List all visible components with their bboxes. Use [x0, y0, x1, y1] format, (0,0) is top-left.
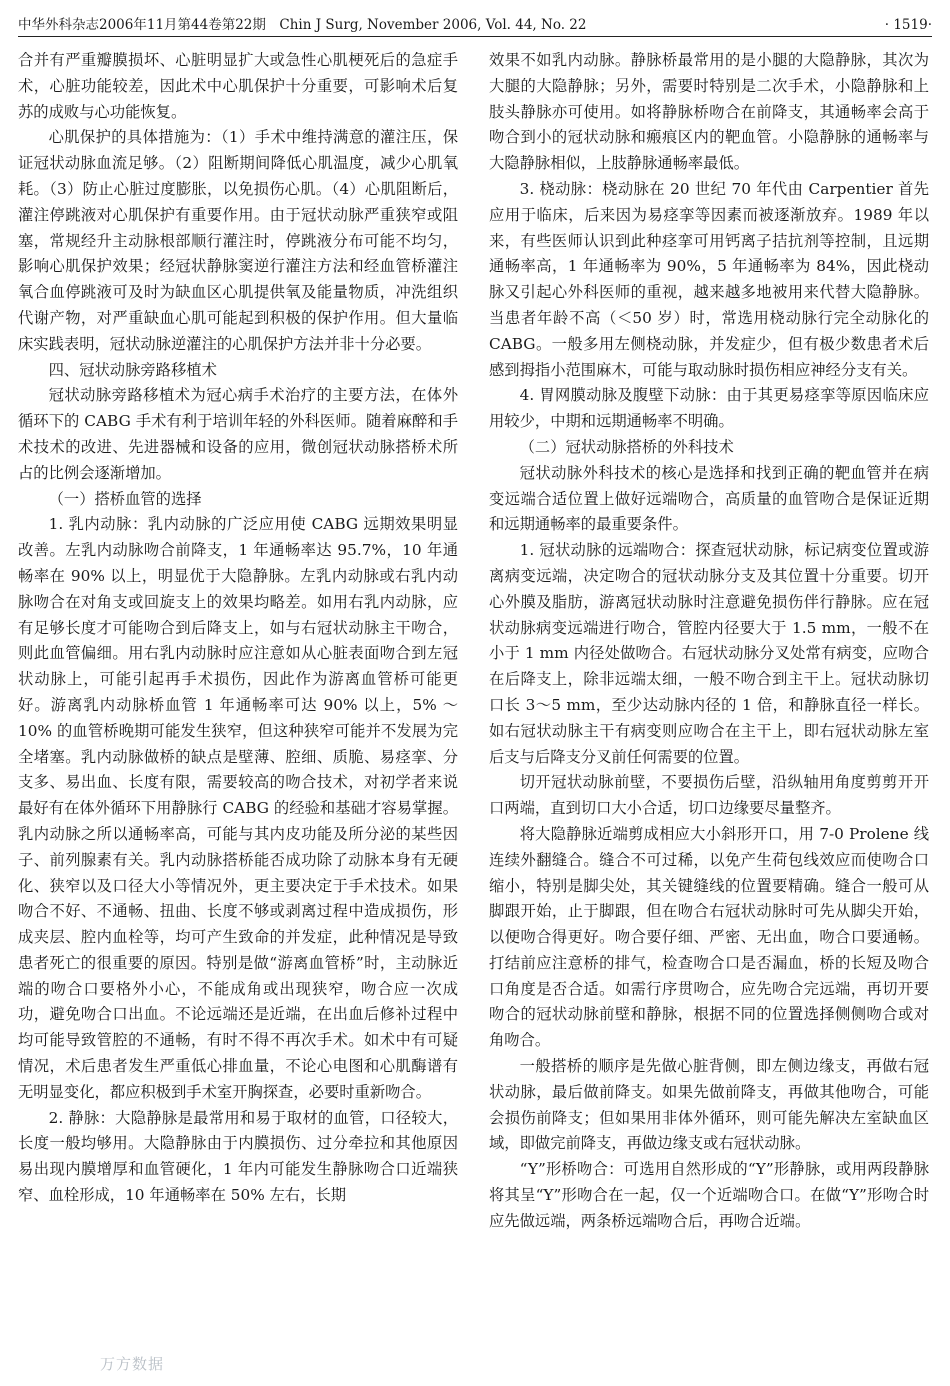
paragraph: （一）搭桥血管的选择 — [48, 489, 202, 508]
paragraph: 切开冠状动脉前壁，不要损伤后壁，沿纵轴用角度剪剪开开口两端，直到切口大小合适，切口边缘要尽量整齐。 — [489, 773, 929, 818]
paragraph: 冠状动脉外科技术的核心是选择和找到正确的靶血管并在病变远端合适位置上做好远端吻合，高质量的血管吻合是保证近期和远期通畅率的最重要条件。 — [489, 463, 929, 534]
paragraph: 1. 冠状动脉的远端吻合：探查冠状动脉，标记病变位置或游离病变远端，决定吻合的冠状动脉分支及其位置十分重要。切开心外膜及脂肪，游离冠状动脉时注意避免损伤伴行静脉。应在冠状动脉病变远端进行吻合，管腔内径要大于 1.5 mm，一般不在小于 1 mm 内径处做吻合。右冠状动脉分叉处常有病变，应吻合在后降支上，除非远端太细，一般不吻合到主干上。冠状动脉切口长 3～5 mm，至少达动脉内径的 1 倍，和静脉直径一样长。如右冠状动脉主干有病变则应吻合在主干上，即右冠状动脉左室后支与后降支分叉前任何需要的位置。 — [489, 541, 929, 766]
paragraph: 一般搭桥的顺序是先做心脏背侧，即左侧边缘支，再做右冠状动脉，最后做前降支。如果先做前降支，再做其他吻合，可能会损伤前降支；但如果用非体外循环，则可能先解决左室缺血区域，即做完前降支，再做边缘支或右冠状动脉。 — [489, 1057, 929, 1153]
running-header — [18, 14, 932, 37]
paragraph: 四、冠状动脉旁路移植术 — [48, 360, 217, 379]
paragraph: 心肌保护的具体措施为：（1）手术中维持满意的灌注压，保证冠状动脉血流足够。（2）阻断期间降低心肌温度，减少心肌氧耗。（3）防止心脏过度膨胀，以免损伤心肌。（4）心肌阻断后，灌注停跳液对心肌保护有重要作用。由于冠状动脉严重狭窄或阻塞，常规经升主动脉根部顺行灌注时，停跳液分布可能不均匀，影响心肌保护效果；经冠状静脉窦逆行灌注方法和经血管桥灌注氧合血停跳液可及时为缺血区心肌提供氧及能量物质，冲洗组织代谢产物，对严重缺血心肌可能起到积极的保护作用。但大量临床实践表明，冠状动脉逆灌注的心肌保护方法并非十分必要。 — [18, 128, 458, 353]
paragraph: 1. 乳内动脉：乳内动脉的广泛应用使 CABG 远期效果明显改善。左乳内动脉吻合前降支，1 年通畅率达 95.7%，10 年通畅率在 90% 以上，明显优于大隐静脉。左乳内动脉或右乳内动脉吻合在对角支或回旋支上的效果均略差。如用右乳内动脉，应有足够长度才可能吻合到后降支上，如与右冠状动脉主干吻合，则此血管偏细。用右乳内动脉时应注意如从心脏表面吻合到左冠状动脉上，可能引起再手术损伤，因此作为游离血管桥可能更好。游离乳内动脉桥血管 1 年通畅率可达 90% 以上，5% ～10% 的血管桥晚期可能发生狭窄，但这种狭窄可能并不发展为完全堵塞。乳内动脉做桥的缺点是壁薄、腔细、质脆、易痉挛、分支多、易出血、长度有限，需要较高的吻合技术，对初学者来说最好有在体外循环下用静脉行 CABG 的经验和基础才容易掌握。乳内动脉之所以通畅率高，可能与其内皮功能及所分泌的某些因子、前列腺素有关。乳内动脉搭桥能否成功除了动脉本身有无硬化、狭窄以及口径大小等情况外，更主要决定于手术技术。如果吻合不好、不通畅、扭曲、长度不够或剥离过程中造成损伤，形成夹层、腔内血栓等，均可产生致命的并发症，此种情况是导致患者死亡的很重要的原因。特别是做“游离血管桥”时，主动脉近端的吻合口要格外小心，不能成角或出现狭窄，吻合应一次成功，避免吻合口出血。不论远端还是近端，在出血后修补过程中均可能导致管腔的不通畅，有时不得不再次手术。如术中有可疑情况，术后患者发生严重低心排血量，不论心电图和心肌酶谱有无明显变化，都应积极到手术室开胸探查，必要时重新吻合。 — [18, 515, 458, 1101]
paragraph: 3. 桡动脉：桡动脉在 20 世纪 70 年代由 Carpentier 首先应用于临床，后来因为易痉挛等因素而被逐渐放弃。1989 年以来，有些医师认识到此种痉挛可用钙离子拮抗剂等控制，且远期通畅率高，1 年通畅率为 90%，5 年通畅率为 84%，因此桡动脉又引起心外科医师的重视，越来越多地被用来代替大隐静脉。当患者年龄不高（＜50 岁）时，常选用桡动脉行完全动脉化的 CABG。一般多用左侧桡动脉，并发症少，但有极少数患者术后感到拇指小范围麻木，可能与取动脉时损伤相应神经分支有关。 — [489, 179, 929, 379]
paragraph: 合并有严重瓣膜损坏、心脏明显扩大或急性心肌梗死后的急症手术，心脏功能较差，因此术中心肌保护十分重要，可影响术后复苏的成败与心功能恢复。 — [18, 51, 458, 121]
page-number: · 1519· — [884, 17, 932, 33]
right-text-column — [489, 48, 929, 1235]
paragraph: 冠状动脉旁路移植术为冠心病手术治疗的主要方法，在体外循环下的 CABG 手术有利于培训年轻的外科医师。随着麻醉和手术技术的改进、先进器械和设备的应用，微创冠状动脉搭桥术所占的比例会逐渐增加。 — [18, 386, 458, 482]
paragraph: “Y”形桥吻合：可选用自然形成的“Y”形静脉，或用两段静脉将其呈“Y”形吻合在一起，仅一个近端吻合口。在做“Y”形吻合时应先做远端，两条桥远端吻合后，再吻合近端。 — [489, 1160, 929, 1230]
journal-citation: 中华外科杂志2006年11月第44卷第22期 Chin J Surg, November 2006, Vol. 44, No. 22 — [18, 17, 587, 33]
paragraph: 2. 静脉：大隐静脉是最常用和易于取材的血管，口径较大，长度一般均够用。大隐静脉由于内膜损伤、过分牵拉和其他原因易出现内膜增厚和血管硬化，1 年内可能发生静脉吻合口近端狭窄、血栓形成，10 年通畅率在 50% 左右，长期 — [18, 1108, 458, 1205]
watermark-logo: 万方数据 — [100, 1355, 165, 1373]
paragraph: （二）冠状动脉搭桥的外科技术 — [519, 437, 734, 456]
paragraph: 4. 胃网膜动脉及腹壁下动脉：由于其更易痉挛等原因临床应用较少，中期和远期通畅率不明确。 — [489, 386, 929, 431]
paragraph: 将大隐静脉近端剪成相应大小斜形开口，用 7-0 Prolene 线连续外翻缝合。缝合不可过稀，以免产生荷包线效应而使吻合口缩小，特别是脚尖处，其关键缝线的位置要精确。缝合一般可从脚跟开始，止于脚跟，但在吻合右冠状动脉时可先从脚尖开始，以便吻合得更好。吻合要仔细、严密、无出血，吻合口要通畅。打结前应注意桥的排气，检查吻合口是否漏血，桥的长短及吻合口角度是否合适。如需行序贯吻合，应先吻合完远端，再切开要吻合的冠状动脉前壁和静脉，根据不同的位置选择侧侧吻合或对角吻合。 — [489, 824, 929, 1050]
left-text-column — [18, 48, 458, 1209]
paragraph: 效果不如乳内动脉。静脉桥最常用的是小腿的大隐静脉，其次为大腿的大隐静脉；另外，需要时特别是二次手术，小隐静脉和上肢头静脉亦可使用。如将静脉桥吻合在前降支，其通畅率会高于吻合到小的冠状动脉和瘢痕区内的靶血管。小隐静脉的通畅率与大隐静脉相似，上肢静脉通畅率最低。 — [489, 51, 929, 173]
